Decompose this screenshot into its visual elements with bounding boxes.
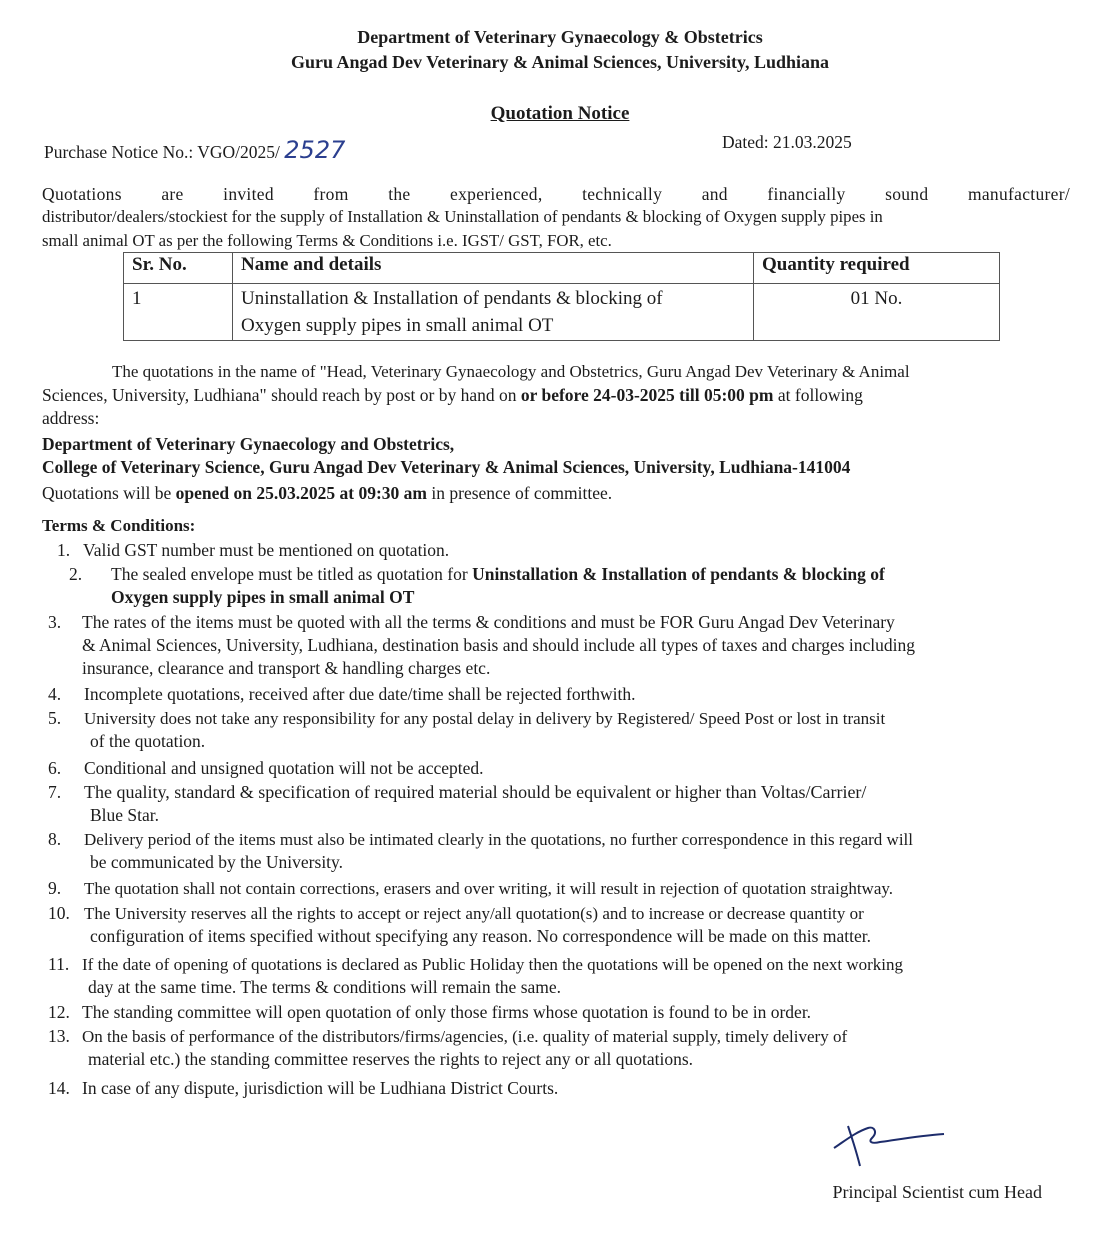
term-item xyxy=(48,828,1073,874)
para2-line-1: The quotations in the name of "Head, Veterinary Gynaecology and Obstetrics, Guru Angad Dev Veterinary & Animal xyxy=(112,362,910,381)
term-number: 14. xyxy=(48,1078,70,1098)
term-item xyxy=(48,683,1073,706)
signature-mark xyxy=(826,1118,956,1178)
term-number: 9. xyxy=(48,878,62,898)
header-quantity: Quantity required xyxy=(754,253,1000,284)
item-name-line-2: Oxygen supply pipes in small animal OT xyxy=(241,315,554,336)
term-number: 3. xyxy=(48,612,62,632)
term-line: The quality, standard & specification of required material should be equivalent or higher than Voltas/Carrier/ xyxy=(84,782,867,802)
term-number: 10. xyxy=(48,903,70,923)
term-text: Conditional and unsigned quotation will not be accepted. xyxy=(84,758,484,778)
term-item xyxy=(48,611,1073,680)
term-number: 2. xyxy=(69,564,83,584)
term-text xyxy=(84,781,1073,827)
term-line: University does not take any responsibility for any postal delay in delivery by Registered/ Speed Post or lost in transit xyxy=(84,709,886,728)
term-text-part: The sealed envelope must be titled as quotation for xyxy=(111,564,468,584)
university-heading: Guru Angad Dev Veterinary & Animal Sciences, University, Ludhiana xyxy=(290,52,830,72)
term-item xyxy=(57,539,1067,562)
para2-line-2-c: at following xyxy=(777,385,863,405)
term-line: material etc.) the standing committee reserves the rights to reject any or all quotations. xyxy=(88,1049,694,1069)
term-text: Valid GST number must be mentioned on quotation. xyxy=(83,540,450,560)
term-number: 7. xyxy=(48,782,62,802)
cell-quantity: 01 No. xyxy=(754,284,1000,341)
term-number: 6. xyxy=(48,758,62,778)
term-text xyxy=(82,1025,1073,1071)
item-name-line-1: Uninstallation & Installation of pendants & blocking of xyxy=(241,288,663,309)
opening-date: opened on 25.03.2025 at 09:30 am xyxy=(175,483,427,503)
intro-line-2: distributor/dealers/stockiest for the supply of Installation & Uninstallation of pendants & blocking of Oxygen supply pipes in xyxy=(42,207,883,226)
term-line: Blue Star. xyxy=(90,805,160,825)
address-line-1: Department of Veterinary Gynaecology and Obstetrics, xyxy=(42,434,455,454)
term-item xyxy=(48,757,1073,780)
items-table xyxy=(123,252,1000,341)
term-line: day at the same time. The terms & conditions will remain the same. xyxy=(88,977,562,997)
header-name-details: Name and details xyxy=(233,253,754,284)
notice-date: Dated: 21.03.2025 xyxy=(722,132,852,152)
deadline-text: or before 24-03-2025 till 05:00 pm xyxy=(520,385,774,405)
term-number: 5. xyxy=(48,708,62,728)
purchase-notice-label: Purchase Notice No.: VGO/2025/ xyxy=(44,142,280,162)
para2-line-2-a: Sciences, University, Ludhiana" should reach by post or by hand on xyxy=(42,385,517,405)
table-header-row xyxy=(124,253,1000,284)
terms-heading: Terms & Conditions: xyxy=(42,516,196,535)
term-text-bold-line-2: Oxygen supply pipes in small animal OT xyxy=(111,587,415,607)
term-item xyxy=(48,1025,1073,1071)
purchase-notice xyxy=(44,136,345,164)
term-item xyxy=(48,953,1073,999)
term-text: Incomplete quotations, received after due date/time shall be rejected forthwith. xyxy=(84,684,636,704)
term-text: The standing committee will open quotation of only those firms whose quotation is found to be in order. xyxy=(82,1002,812,1022)
term-line: Delivery period of the items must also be intimated clearly in the quotations, no further correspondence in this regard will xyxy=(84,830,913,849)
signatory-title: Principal Scientist cum Head xyxy=(832,1182,1042,1202)
term-text xyxy=(82,953,1073,999)
term-number: 11. xyxy=(48,954,70,974)
intro-line-3: small animal OT as per the following Terms & Conditions i.e. IGST/ GST, FOR, etc. xyxy=(42,231,612,250)
term-line: configuration of items specified without specifying any reason. No correspondence will be made on this matter. xyxy=(90,926,871,946)
term-text xyxy=(84,902,1073,948)
term-number: 13. xyxy=(48,1026,70,1046)
department-heading: Department of Veterinary Gynaecology & Obstetrics xyxy=(357,27,763,47)
handwritten-notice-number: 2527 xyxy=(284,136,346,164)
term-line: insurance, clearance and transport & handling charges etc. xyxy=(82,658,491,678)
term-item xyxy=(48,1001,1073,1024)
term-line: The rates of the items must be quoted with all the terms & conditions and must be FOR Guru Angad Dev Veterinary xyxy=(82,612,895,632)
term-text: The quotation shall not contain corrections, erasers and over writing, it will result in rejection of quotation straightway. xyxy=(84,879,894,898)
para2-line-2 xyxy=(42,385,863,406)
term-line: of the quotation. xyxy=(90,731,206,751)
term-text-bold: Uninstallation & Installation of pendants & blocking of xyxy=(472,564,885,584)
term-number: 1. xyxy=(57,540,71,560)
para2-line-3: address: xyxy=(42,408,100,428)
term-line: & Animal Sciences, University, Ludhiana, destination basis and should include all types of taxes and charges including xyxy=(82,635,916,655)
term-number: 12. xyxy=(48,1002,70,1022)
term-line: If the date of opening of quotations is declared as Public Holiday then the quotations will be opened on the next working xyxy=(82,955,904,974)
term-text: In case of any dispute, jurisdiction will be Ludhiana District Courts. xyxy=(82,1078,559,1098)
term-item xyxy=(48,707,1073,753)
term-item xyxy=(48,877,1073,900)
opening-post: in presence of committee. xyxy=(431,483,613,503)
term-item xyxy=(69,563,1072,609)
term-line: be communicated by the University. xyxy=(90,852,344,872)
table-row xyxy=(124,284,1000,341)
term-number: 8. xyxy=(48,829,62,849)
term-text xyxy=(84,828,1073,874)
header-sr-no: Sr. No. xyxy=(124,253,233,284)
term-text xyxy=(82,611,1073,680)
address-line-2: College of Veterinary Science, Guru Angad Dev Veterinary & Animal Sciences, University, Ludhiana-141004 xyxy=(42,457,851,477)
term-item xyxy=(48,781,1073,827)
term-line: The University reserves all the rights to accept or reject any/all quotation(s) and to increase or decrease quantity or xyxy=(84,904,864,923)
opening-pre: Quotations will be xyxy=(42,483,172,503)
term-text xyxy=(111,563,1072,609)
term-line: On the basis of performance of the distributors/firms/agencies, (i.e. quality of material supply, timely delivery of xyxy=(82,1027,848,1046)
cell-name-details xyxy=(233,284,754,341)
term-item xyxy=(48,902,1073,948)
term-number: 4. xyxy=(48,684,62,704)
cell-sr-no: 1 xyxy=(124,284,233,341)
notice-title: Quotation Notice xyxy=(490,103,630,124)
opening-line xyxy=(42,483,612,504)
term-item xyxy=(48,1077,1073,1100)
term-text xyxy=(84,707,1073,753)
intro-line-1: Quotations are invited from the experienced, technically and financially sound manufacturer/ xyxy=(42,184,1070,204)
